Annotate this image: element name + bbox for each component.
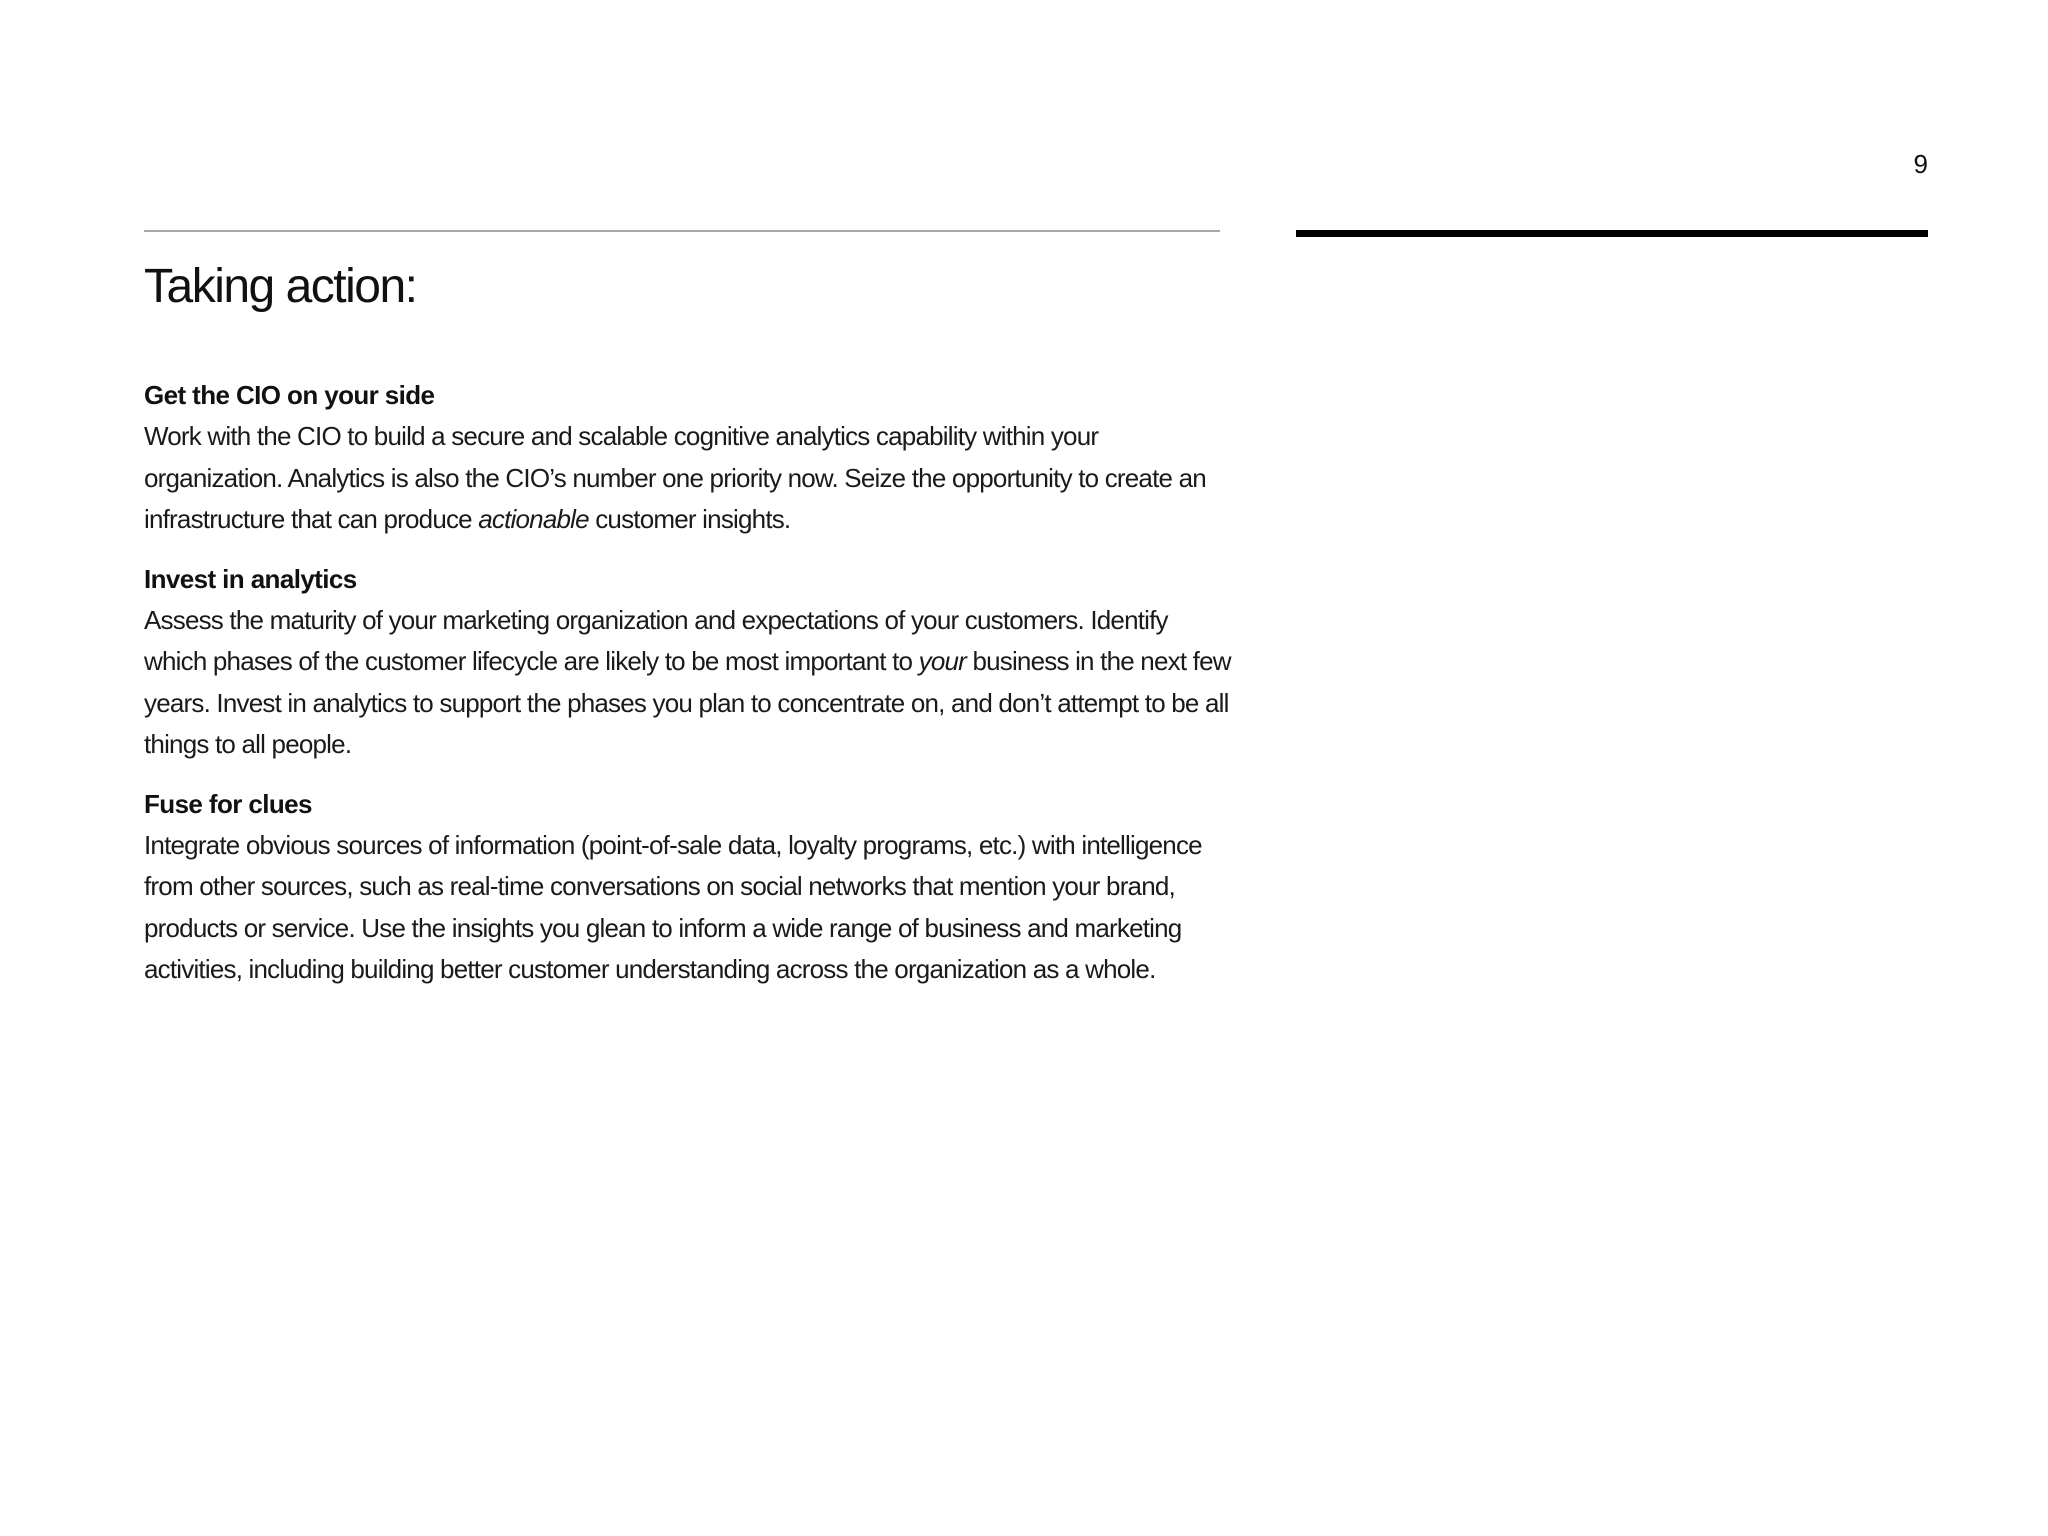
body-text: Work with the CIO to build a secure and scalable cognitive analytics capability within your organization. Analytics is also the CIO’s number one priority now. Seize the opportunity to create an infrastructure that can produce [144, 421, 1206, 534]
body-text: Assess the maturity of your marketing organization and expectations of your customers. Identify which phases of the customer lifecycle are likely to be most important to [144, 604, 1168, 676]
section-body: Integrate obvious sources of information (point-of-sale data, loyalty programs, etc.) with intelligence from other sources, such as real-time conversations on social networks that mention your brand, products or service. Use the insights you glean to inform a wide range of business and marketing activities, including building better customer understanding across the organization as a whole. [144, 829, 1202, 984]
section-heading: Fuse for clues [144, 788, 312, 819]
right-accent-bar [1296, 230, 1928, 237]
section-body [144, 600, 1234, 766]
body-emphasis: actionable [478, 504, 589, 534]
content-column [144, 375, 1234, 1009]
left-divider [144, 230, 1220, 232]
section-cio [144, 375, 1234, 541]
section-heading: Invest in analytics [144, 563, 357, 594]
section-analytics [144, 559, 1234, 766]
body-emphasis: your [918, 646, 967, 676]
body-text: business in the next few years. Invest in analytics to support the phases you plan to concentrate on, and don’t attempt to be all things to all people. [144, 646, 1231, 759]
section-heading: Get the CIO on your side [144, 380, 435, 410]
section-body [144, 416, 1234, 541]
page-title: Taking action: [144, 260, 417, 313]
section-clues [144, 784, 1234, 991]
body-text: customer insights. [588, 504, 791, 534]
page-number: 9 [1913, 149, 1928, 179]
